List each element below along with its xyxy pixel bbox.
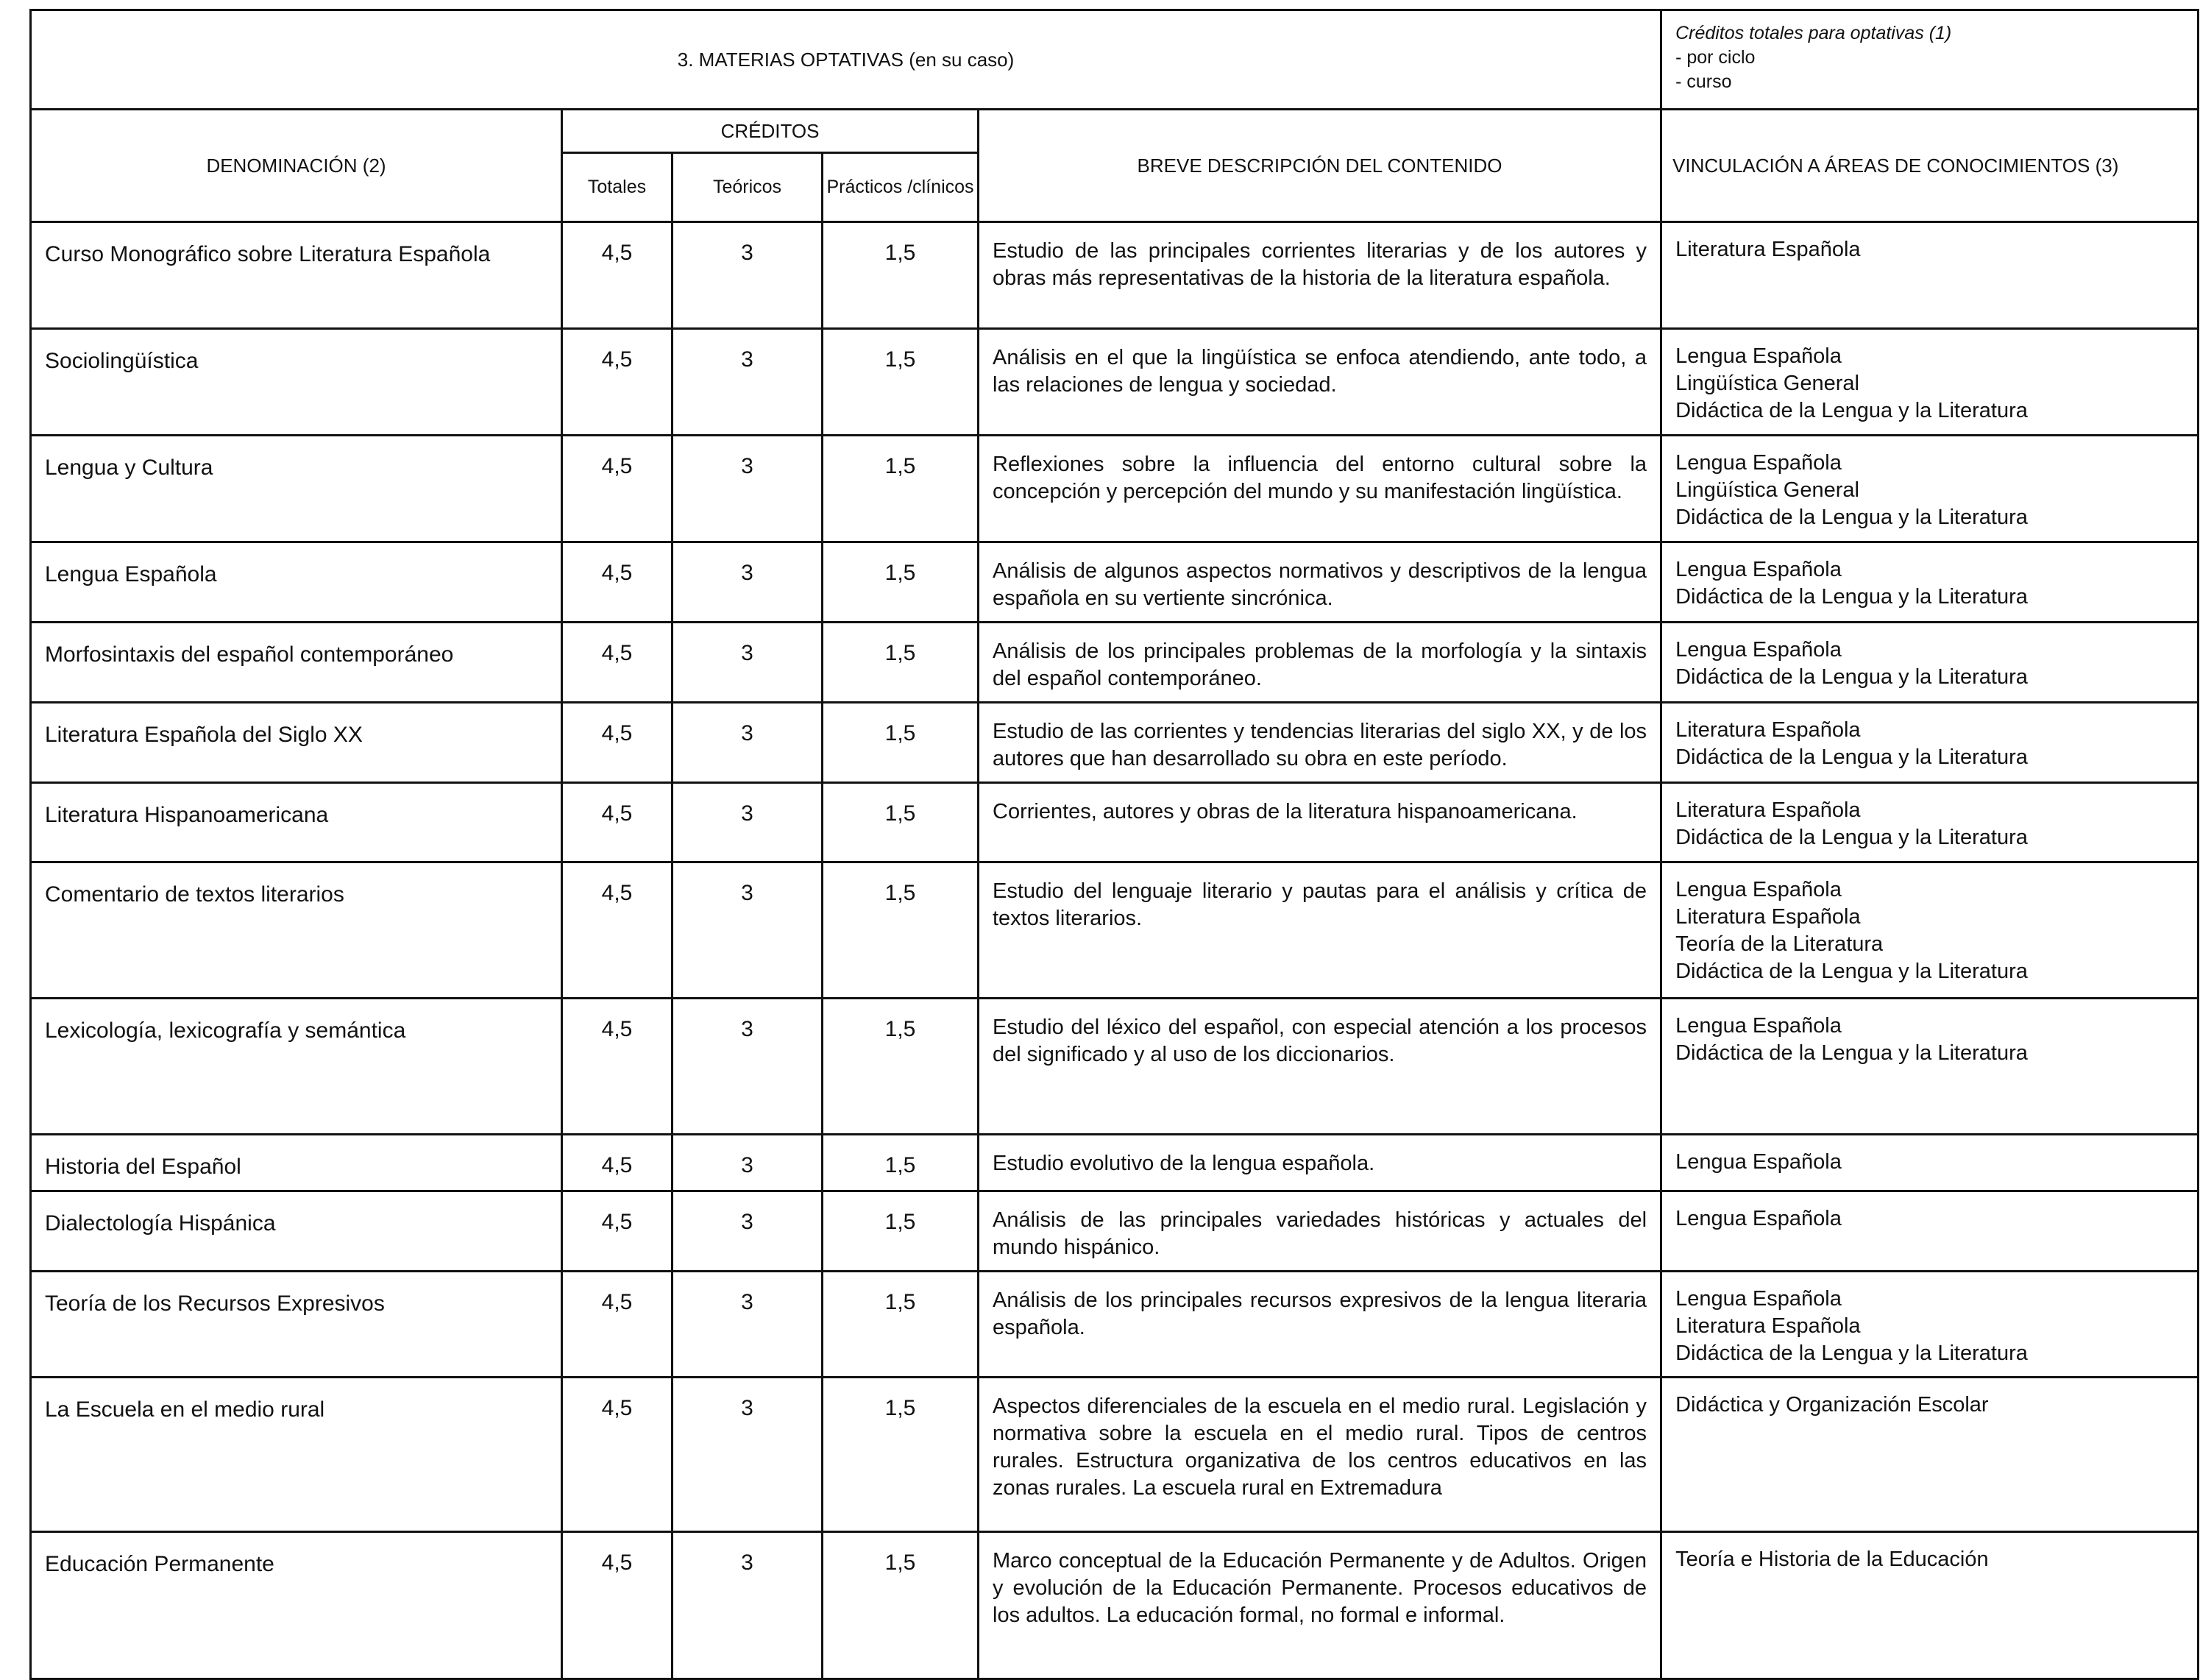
knowledge-area: Lengua Española [1675, 878, 1842, 901]
knowledge-area: Lengua Española [1675, 1287, 1842, 1311]
knowledge-area: Literatura Española [1675, 798, 1861, 822]
subject-description: Estudio de las corrientes y tendencias literarias del siglo XX, y de los autores que han desarrollado su obra en este período. [979, 703, 1661, 783]
credits-practicos: 1,5 [823, 783, 979, 862]
credits-practicos: 1,5 [823, 1135, 979, 1191]
knowledge-area: Didáctica de la Lengua y la Literatura [1675, 745, 2028, 769]
table-row [31, 1191, 2199, 1272]
knowledge-area: Literatura Española [1675, 1314, 1861, 1338]
knowledge-area: Didáctica de la Lengua y la Literatura [1675, 826, 2028, 849]
credits-practicos: 1,5 [823, 1378, 979, 1532]
table-row [31, 703, 2199, 783]
subject-name: Sociolingüística [31, 329, 562, 436]
knowledge-area: Didáctica de la Lengua y la Literatura [1675, 665, 2028, 689]
credits-practicos: 1,5 [823, 862, 979, 999]
knowledge-areas [1661, 329, 2199, 436]
subject-name: Dialectología Hispánica [31, 1191, 562, 1272]
knowledge-area: Didáctica de la Lengua y la Literatura [1675, 585, 2028, 609]
title-row [31, 10, 2199, 110]
credits-teoricos: 3 [673, 623, 823, 703]
credits-teoricos: 3 [673, 1272, 823, 1378]
subject-description: Marco conceptual de la Educación Permanente y de Adultos. Origen y evolución de la Educación Permanente. Procesos educativos de los adultos. La educación formal, no formal e informal. [979, 1532, 1661, 1679]
knowledge-area: Lingüística General [1675, 372, 1859, 395]
subject-description: Aspectos diferenciales de la escuela en el medio rural. Legislación y normativa sobre la escuela en el medio rural. Tipos de centros rurales. Estructura organizativa de los centros educativos en las zonas rurales. La escuela rural en Extremadura [979, 1378, 1661, 1532]
subject-description: Análisis de las principales variedades históricas y actuales del mundo hispánico. [979, 1191, 1661, 1272]
table-row [31, 222, 2199, 329]
knowledge-areas [1661, 1378, 2199, 1532]
knowledge-areas [1661, 623, 2199, 703]
knowledge-area: Lengua Española [1675, 344, 1842, 368]
optativas-table [29, 9, 2199, 1680]
credits-teoricos: 3 [673, 1378, 823, 1532]
knowledge-areas [1661, 542, 2199, 623]
credits-practicos: 1,5 [823, 329, 979, 436]
header-denominacion: DENOMINACIÓN (2) [31, 110, 562, 222]
credits-practicos: 1,5 [823, 999, 979, 1135]
knowledge-area: Lengua Española [1675, 638, 1842, 662]
knowledge-area: Lengua Española [1675, 558, 1842, 581]
subject-description: Análisis en el que la lingüística se enfoca atendiendo, ante todo, a las relaciones de lengua y sociedad. [979, 329, 1661, 436]
subject-description: Estudio del léxico del español, con especial atención a los procesos del significado y al uso de los diccionarios. [979, 999, 1661, 1135]
credits-teoricos: 3 [673, 1135, 823, 1191]
knowledge-areas [1661, 222, 2199, 329]
knowledge-area: Didáctica de la Lengua y la Literatura [1675, 399, 2028, 422]
credits-teoricos: 3 [673, 542, 823, 623]
knowledge-areas [1661, 862, 2199, 999]
credits-practicos: 1,5 [823, 623, 979, 703]
knowledge-area: Didáctica y Organización Escolar [1675, 1393, 1989, 1417]
table-row [31, 623, 2199, 703]
table-row [31, 1532, 2199, 1679]
knowledge-areas [1661, 1532, 2199, 1679]
header-vinculacion: VINCULACIÓN A ÁREAS DE CONOCIMIENTOS (3) [1661, 110, 2199, 222]
subject-name: Educación Permanente [31, 1532, 562, 1679]
subject-description: Análisis de algunos aspectos normativos y descriptivos de la lengua española en su vertiente sincrónica. [979, 542, 1661, 623]
knowledge-areas [1661, 436, 2199, 542]
credits-note-line: - por ciclo [1675, 47, 1756, 68]
credits-totales: 4,5 [562, 1272, 673, 1378]
subject-description: Reflexiones sobre la influencia del entorno cultural sobre la concepción y percepción del mundo y su manifestación lingüística. [979, 436, 1661, 542]
credits-practicos: 1,5 [823, 1272, 979, 1378]
knowledge-area: Didáctica de la Lengua y la Literatura [1675, 1341, 2028, 1365]
credits-note-line: Créditos totales para optativas (1) [1675, 23, 1952, 43]
credits-totales: 4,5 [562, 329, 673, 436]
table-row [31, 783, 2199, 862]
knowledge-area: Didáctica de la Lengua y la Literatura [1675, 960, 2028, 983]
table-title: 3. MATERIAS OPTATIVAS (en su caso) [31, 10, 1661, 110]
knowledge-area: Lengua Española [1675, 1207, 1842, 1230]
knowledge-area: Lengua Española [1675, 1150, 1842, 1174]
subject-name: La Escuela en el medio rural [31, 1378, 562, 1532]
knowledge-area: Teoría e Historia de la Educación [1675, 1548, 1989, 1571]
subject-name: Literatura Española del Siglo XX [31, 703, 562, 783]
credits-totales: 4,5 [562, 623, 673, 703]
knowledge-areas [1661, 703, 2199, 783]
credits-practicos: 1,5 [823, 1191, 979, 1272]
knowledge-area: Literatura Española [1675, 718, 1861, 742]
table-row [31, 542, 2199, 623]
subject-name: Comentario de textos literarios [31, 862, 562, 999]
credits-practicos: 1,5 [823, 436, 979, 542]
knowledge-area: Didáctica de la Lengua y la Literatura [1675, 1041, 2028, 1065]
subject-description: Estudio de las principales corrientes literarias y de los autores y obras más representativas de la historia de la literatura española. [979, 222, 1661, 329]
header-creditos: CRÉDITOS [562, 110, 979, 153]
subject-name: Literatura Hispanoamericana [31, 783, 562, 862]
table-row [31, 999, 2199, 1135]
subject-name: Morfosintaxis del español contemporáneo [31, 623, 562, 703]
credits-teoricos: 3 [673, 1191, 823, 1272]
credits-totales: 4,5 [562, 999, 673, 1135]
credits-totales: 4,5 [562, 222, 673, 329]
subject-name: Lengua Española [31, 542, 562, 623]
credits-note-line: - curso [1675, 71, 1732, 92]
subject-name: Historia del Español [31, 1135, 562, 1191]
credits-practicos: 1,5 [823, 542, 979, 623]
knowledge-areas [1661, 783, 2199, 862]
credits-totales: 4,5 [562, 862, 673, 999]
knowledge-area: Teoría de la Literatura [1675, 932, 1884, 956]
credits-teoricos: 3 [673, 436, 823, 542]
credits-teoricos: 3 [673, 222, 823, 329]
subject-description: Corrientes, autores y obras de la literatura hispanoamericana. [979, 783, 1661, 862]
subject-description: Estudio del lenguaje literario y pautas para el análisis y crítica de textos literarios. [979, 862, 1661, 999]
knowledge-area: Lingüística General [1675, 478, 1859, 502]
subject-name: Lengua y Cultura [31, 436, 562, 542]
credits-teoricos: 3 [673, 1532, 823, 1679]
header-descripcion: BREVE DESCRIPCIÓN DEL CONTENIDO [979, 110, 1661, 222]
knowledge-areas [1661, 1272, 2199, 1378]
subject-name: Lexicología, lexicografía y semántica [31, 999, 562, 1135]
credits-totales: 4,5 [562, 1532, 673, 1679]
credits-practicos: 1,5 [823, 703, 979, 783]
credits-teoricos: 3 [673, 329, 823, 436]
subject-name: Curso Monográfico sobre Literatura Española [31, 222, 562, 329]
credits-totales: 4,5 [562, 436, 673, 542]
credits-practicos: 1,5 [823, 222, 979, 329]
table-row [31, 862, 2199, 999]
header-row-top [31, 110, 2199, 153]
table-row [31, 1135, 2199, 1191]
knowledge-area: Didáctica de la Lengua y la Literatura [1675, 506, 2028, 529]
credits-totales: 4,5 [562, 1135, 673, 1191]
knowledge-areas [1661, 999, 2199, 1135]
credits-teoricos: 3 [673, 783, 823, 862]
credits-practicos: 1,5 [823, 1532, 979, 1679]
knowledge-area: Literatura Española [1675, 238, 1861, 261]
subject-name: Teoría de los Recursos Expresivos [31, 1272, 562, 1378]
credits-teoricos: 3 [673, 703, 823, 783]
subject-description: Análisis de los principales recursos expresivos de la lengua literaria española. [979, 1272, 1661, 1378]
header-totales: Totales [562, 153, 673, 222]
credits-totales: 4,5 [562, 542, 673, 623]
knowledge-area: Literatura Española [1675, 905, 1861, 929]
knowledge-areas [1661, 1135, 2199, 1191]
credits-totales: 4,5 [562, 1378, 673, 1532]
table-row [31, 329, 2199, 436]
credits-totales: 4,5 [562, 703, 673, 783]
credits-totales: 4,5 [562, 783, 673, 862]
knowledge-area: Lengua Española [1675, 451, 1842, 475]
table-row [31, 1378, 2199, 1532]
credits-teoricos: 3 [673, 999, 823, 1135]
credits-totales: 4,5 [562, 1191, 673, 1272]
header-teoricos: Teóricos [673, 153, 823, 222]
table-row [31, 1272, 2199, 1378]
knowledge-area: Lengua Española [1675, 1014, 1842, 1038]
credits-teoricos: 3 [673, 862, 823, 999]
header-practicos: Prácticos /clínicos [823, 153, 979, 222]
table-row [31, 436, 2199, 542]
knowledge-areas [1661, 1191, 2199, 1272]
subject-description: Estudio evolutivo de la lengua española. [979, 1135, 1661, 1191]
subject-description: Análisis de los principales problemas de la morfología y la sintaxis del español contemporáneo. [979, 623, 1661, 703]
credits-note [1661, 10, 2199, 110]
